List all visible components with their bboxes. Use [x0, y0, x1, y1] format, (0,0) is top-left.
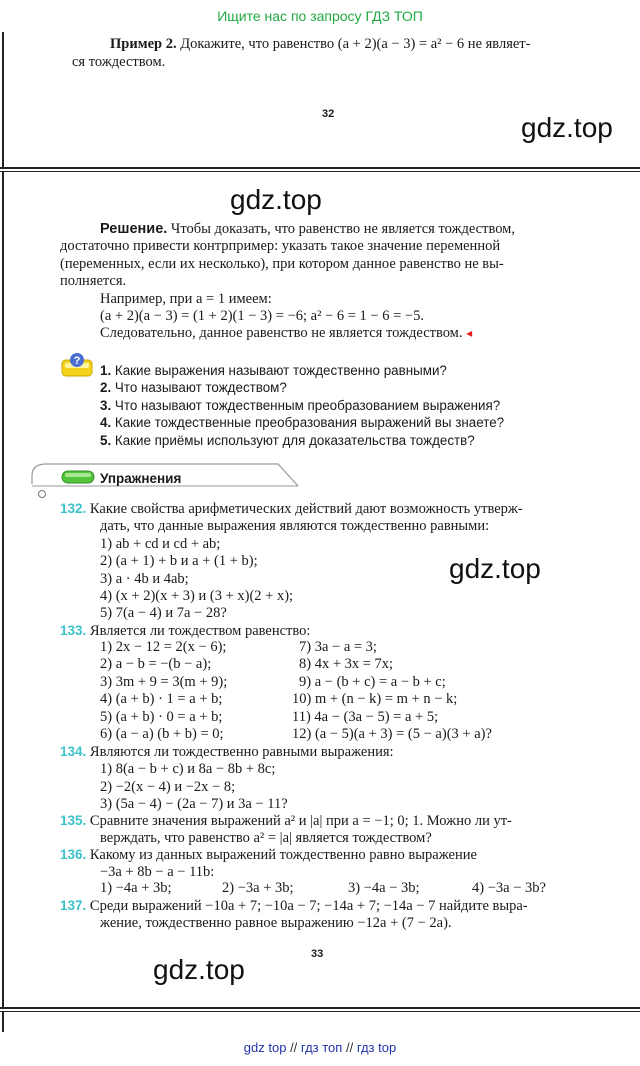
exercise-item: 7) 3a − a = 3;: [299, 639, 377, 655]
exercise-134: [60, 743, 580, 814]
exercise-item: 1) ab + cd и cd + ab;: [100, 535, 221, 552]
exercise-item: 5) (a + b) · 0 = a + b;: [100, 708, 223, 725]
exercise-item: 3) 3m + 9 = 3(m + 9);: [100, 673, 228, 690]
exercise-item: 12) (a − 5)(a + 3) = (5 − a)(3 + a)?: [292, 726, 492, 743]
exercise-133: [60, 622, 580, 640]
page-number-32: 32: [322, 108, 335, 120]
question-number: 3.: [100, 397, 112, 413]
example-text: Докажите, что равенство (a + 2)(a − 3) = a² − 6 не являет-: [180, 36, 531, 52]
exercise-item: 11) 4a − (3a − 5) = a + 5;: [292, 708, 439, 725]
exercise-item: 9) a − (b + c) = a − b + c;: [299, 673, 446, 690]
exercise-136-option: 3) −4a − 3b;: [348, 880, 420, 896]
exercise-item: 4) (a + b) · 1 = a + b;: [100, 691, 223, 708]
question-item: [100, 414, 580, 431]
exercise-number: 137.: [60, 898, 87, 913]
exercise-text: Какие свойства арифметических действий дают возможность утверж-: [89, 501, 523, 517]
exercise-item: 6) (a − a) (b + b) = 0;: [100, 726, 224, 743]
footer-separator: //: [345, 1040, 354, 1055]
exercise-133-right-column: [292, 639, 582, 743]
svg-text:?: ?: [73, 355, 81, 367]
exercise-item: 1) 8(a − b + c) и 8a − 8b + 8c;: [100, 761, 276, 778]
page-divider: [0, 167, 640, 169]
questions-icon: [60, 352, 94, 378]
exercise-number: 136.: [60, 847, 87, 862]
footer-link[interactable]: гдз топ: [300, 1040, 343, 1055]
watermark: gdz.top: [153, 954, 245, 985]
page-bottom-divider: [0, 1007, 640, 1009]
question-text: Что называют тождественным преобразованием выражения?: [114, 397, 501, 413]
question-number: 4.: [100, 415, 112, 431]
exercise-136-option: 1) −4a + 3b;: [100, 880, 172, 896]
page-left-border: [2, 1012, 4, 1032]
solution-line: достаточно привести контрпример: указать такое значение переменной: [60, 238, 501, 255]
footer-links: [0, 1040, 640, 1055]
exercise-text: Какому из данных выражений тождественно равно выражение: [89, 847, 477, 863]
solution-text: Следовательно, данное равенство не является тождеством.: [100, 325, 463, 342]
question-text: Что называют тождеством?: [114, 380, 287, 396]
exercise-text: дать, что данные выражения являются тождественно равными:: [100, 518, 490, 535]
exercise-item: 4) (x + 2)(x + 3) и (3 + x)(2 + x);: [100, 588, 294, 605]
solution-label: Решение.: [100, 221, 168, 237]
page-bottom-divider-thin: [0, 1011, 640, 1012]
solution-line: [60, 325, 573, 342]
solution-line: [60, 221, 573, 238]
exercise-item: 2) a − b = −(b − a);: [100, 656, 212, 673]
example-2-line-1: [110, 36, 530, 53]
question-number: 5.: [100, 432, 112, 448]
review-questions: [100, 362, 580, 449]
page-divider-thin: [0, 171, 640, 172]
exercise-number: 133.: [60, 623, 87, 638]
question-text: Какие приёмы используют для доказательства тождеств?: [114, 432, 475, 448]
question-text: Какие выражения называют тождественно равными?: [114, 363, 447, 378]
question-number: 2.: [100, 380, 112, 396]
exercise-text: Среди выражений −10a + 7; −10a − 7; −14a + 7; −14a − 7 найдите выра-: [89, 898, 528, 914]
exercises-title: Упражнения: [100, 471, 182, 486]
watermark: gdz.top: [449, 553, 541, 584]
page-number-33: 33: [311, 948, 324, 960]
exercise-text: жение, тождественно равное выражению −12a + (7 − 2a).: [100, 915, 452, 932]
exercise-number: 134.: [60, 744, 87, 759]
exercise-text: Являются ли тождественно равными выражения:: [89, 744, 394, 760]
search-banner[interactable]: Ищите нас по запросу ГДЗ ТОП: [217, 8, 423, 24]
exercise-136-option: 2) −3a + 3b;: [222, 880, 294, 896]
exercise-item: 5) 7(a − 4) и 7a − 28?: [100, 605, 227, 622]
exercise-item: 3) (5a − 4) − (2a − 7) и 3a − 11?: [100, 796, 288, 813]
watermark: gdz.top: [230, 184, 322, 215]
example-title: Пример 2.: [110, 36, 177, 52]
exercise-136: [60, 846, 580, 882]
end-of-proof-marker: ◂: [466, 326, 473, 341]
exercise-text: Сравните значения выражений a² и |a| при a = −1; 0; 1. Можно ли ут-: [89, 813, 512, 829]
page-left-border: [2, 32, 4, 168]
exercise-item: 2) (a + 1) + b и a + (1 + b);: [100, 553, 258, 570]
solution-block: [60, 221, 573, 343]
question-item: [100, 379, 580, 396]
solution-line: полняется.: [60, 273, 127, 290]
exercise-item: 3) a · 4b и 4ab;: [100, 570, 189, 587]
question-text: Какие тождественные преобразования выражений вы знаете?: [114, 415, 505, 431]
footer-separator: //: [290, 1040, 298, 1055]
question-item: [100, 397, 580, 414]
solution-text: Чтобы доказать, что равенство не является тождеством,: [170, 221, 515, 237]
exercise-137: [60, 897, 580, 933]
solution-line: Например, при a = 1 имеем:: [100, 290, 272, 307]
exercise-number: 135.: [60, 813, 87, 828]
question-number: 1.: [100, 363, 112, 378]
exercise-item: 10) m + (n − k) = m + n − k;: [292, 691, 458, 708]
page-left-border: [2, 172, 4, 1008]
exercise-item: 8) 4x + 3x = 7x;: [299, 656, 394, 673]
solution-line: (переменных, если их несколько), при котором данное равенство не вы-: [60, 255, 504, 272]
exercise-136-option: 4) −3a − 3b?: [472, 880, 546, 896]
example-2-line-2: ся тождеством.: [72, 54, 166, 70]
exercise-text: −3a + 8b − a − 11b:: [100, 864, 215, 881]
exercise-item: 2) −2(x − 4) и −2x − 8;: [100, 778, 236, 795]
question-item: [100, 362, 580, 379]
exercise-text: верждать, что равенство a² = |a| является тождеством?: [100, 830, 432, 847]
watermark: gdz.top: [521, 112, 613, 143]
solution-line: (a + 2)(a − 3) = (1 + 2)(1 − 3) = −6; a² − 6 = 1 − 6 = −5.: [100, 308, 424, 325]
exercise-text: Является ли тождеством равенство:: [89, 623, 311, 639]
exercise-133-left-column: [100, 639, 290, 743]
footer-link[interactable]: gdz top: [243, 1040, 287, 1055]
exercise-135: [60, 812, 580, 848]
exercise-item: 1) 2x − 12 = 2(x − 6);: [100, 639, 227, 655]
exercise-number: 132.: [60, 501, 87, 516]
question-item: [100, 432, 580, 449]
footer-link[interactable]: гдз top: [356, 1040, 397, 1055]
